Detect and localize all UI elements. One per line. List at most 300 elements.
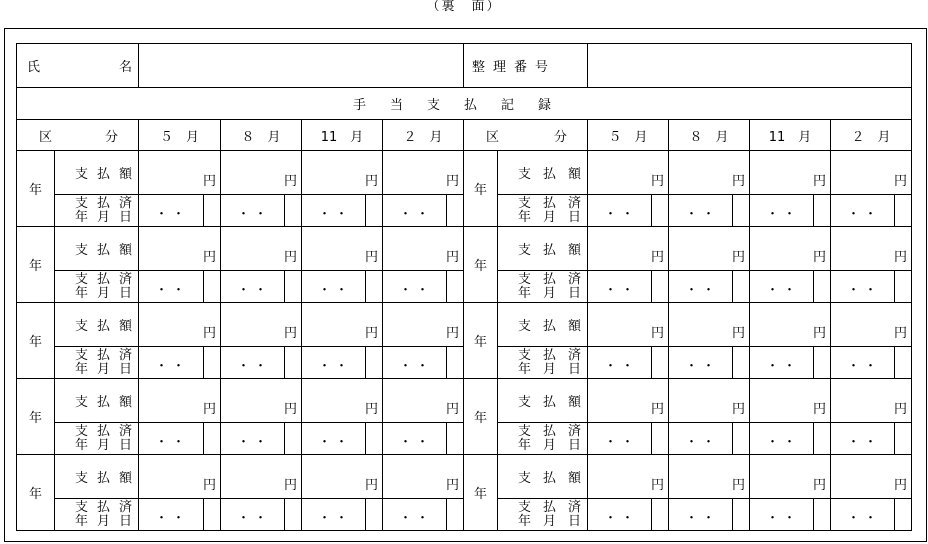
date-divider — [446, 347, 447, 378]
amount-char: 支 — [75, 243, 89, 258]
yen-unit: 円 — [813, 250, 827, 265]
amount-cell[interactable] — [139, 379, 221, 423]
amount-cell[interactable] — [383, 151, 464, 195]
paid-date-cell[interactable] — [750, 347, 831, 379]
date-char: 月 — [96, 285, 110, 301]
paid-date-cell[interactable] — [831, 423, 912, 455]
amount-char: 払 — [96, 319, 110, 334]
yen-unit: 円 — [894, 478, 908, 493]
paid-date-label — [498, 423, 588, 455]
date-char: 年 — [518, 437, 532, 453]
paid-date-label — [55, 423, 139, 455]
date-dots: ・・ — [155, 283, 190, 298]
left-year-cell[interactable] — [17, 227, 55, 303]
amount-char: 払 — [96, 471, 110, 486]
date-divider — [732, 423, 733, 454]
paid-char: 払 — [96, 499, 110, 515]
amount-char: 払 — [96, 167, 110, 182]
date-char: 月 — [543, 361, 557, 377]
amount-cell[interactable] — [302, 303, 383, 347]
amount-char: 額 — [118, 471, 132, 486]
amount-cell[interactable] — [750, 227, 831, 271]
number-label-text: 整理番号 — [472, 60, 557, 75]
kubun-char-2: 分 — [104, 129, 118, 145]
date-dots: ・・ — [604, 511, 639, 526]
amount-row — [17, 151, 912, 195]
yen-unit: 円 — [202, 402, 216, 417]
month-header-feb-right: ２ 月 — [831, 120, 912, 151]
yen-unit: 円 — [445, 478, 459, 493]
paid-char: 済 — [568, 195, 582, 211]
yen-unit: 円 — [813, 174, 827, 189]
paid-char: 支 — [75, 195, 89, 211]
date-dots: ・・ — [766, 511, 801, 526]
date-char: 日 — [118, 361, 132, 377]
paid-char: 済 — [118, 347, 132, 363]
paid-char: 済 — [118, 499, 132, 515]
year-label: 年 — [28, 411, 42, 426]
date-char: 年 — [518, 209, 532, 225]
date-dots: ・・ — [685, 359, 720, 374]
right-year-cell[interactable] — [464, 379, 498, 455]
yen-unit: 円 — [894, 174, 908, 189]
paid-date-cell[interactable] — [750, 499, 831, 531]
date-char: 月 — [96, 209, 110, 225]
date-char: 年 — [75, 513, 89, 529]
yen-unit: 円 — [651, 326, 665, 341]
left-year-cell[interactable] — [17, 455, 55, 531]
amount-char: 額 — [568, 471, 582, 486]
yen-unit: 円 — [283, 402, 297, 417]
paid-char: 済 — [568, 499, 582, 515]
paid-date-cell[interactable] — [139, 347, 221, 379]
date-char: 年 — [75, 437, 89, 453]
amount-cell[interactable] — [588, 151, 669, 195]
paid-date-cell[interactable] — [588, 347, 669, 379]
paid-date-cell[interactable] — [139, 499, 221, 531]
date-divider — [651, 499, 652, 530]
date-divider — [203, 499, 204, 530]
title-row — [17, 88, 912, 120]
date-divider — [894, 271, 895, 302]
amount-label — [55, 303, 139, 347]
date-divider — [365, 347, 366, 378]
amount-cell[interactable] — [831, 151, 912, 195]
paid-date-cell[interactable] — [831, 347, 912, 379]
amount-cell[interactable] — [750, 455, 831, 499]
amount-cell[interactable] — [669, 227, 750, 271]
paid-date-cell[interactable] — [750, 271, 831, 303]
amount-cell[interactable] — [221, 227, 302, 271]
date-divider — [446, 195, 447, 226]
date-char: 年 — [518, 361, 532, 377]
left-year-cell[interactable] — [17, 151, 55, 227]
year-label: 年 — [473, 183, 487, 198]
amount-row — [17, 379, 912, 423]
amount-cell[interactable] — [831, 227, 912, 271]
paid-date-label — [498, 347, 588, 379]
kubun-header-right — [464, 120, 588, 151]
date-dots: ・・ — [766, 207, 801, 222]
date-divider — [813, 271, 814, 302]
paid-date-cell[interactable] — [383, 195, 464, 227]
amount-cell[interactable] — [669, 379, 750, 423]
paid-date-cell[interactable] — [669, 271, 750, 303]
right-year-cell[interactable] — [464, 303, 498, 379]
page-heading: （裏 面） — [426, 0, 502, 14]
date-dots: ・・ — [237, 359, 272, 374]
column-header-row — [17, 120, 912, 151]
amount-cell[interactable] — [221, 379, 302, 423]
yen-unit: 円 — [813, 478, 827, 493]
month-header-nov-right: 11 月 — [750, 120, 831, 151]
paid-char: 済 — [568, 271, 582, 287]
date-dots: ・・ — [847, 511, 882, 526]
date-divider — [284, 423, 285, 454]
paid-date-cell[interactable] — [383, 423, 464, 455]
date-divider — [284, 271, 285, 302]
amount-cell[interactable] — [139, 455, 221, 499]
date-divider — [894, 347, 895, 378]
left-year-cell[interactable] — [17, 303, 55, 379]
amount-cell[interactable] — [588, 227, 669, 271]
date-char: 月 — [543, 209, 557, 225]
amount-cell[interactable] — [750, 379, 831, 423]
date-char: 月 — [96, 437, 110, 453]
paid-char: 済 — [568, 423, 582, 439]
amount-char: 額 — [118, 395, 132, 410]
date-dots: ・・ — [318, 435, 353, 450]
paid-date-cell[interactable] — [139, 195, 221, 227]
amount-char: 額 — [118, 319, 132, 334]
year-label: 年 — [28, 183, 42, 198]
amount-label — [498, 303, 588, 347]
amount-cell[interactable] — [383, 227, 464, 271]
paid-date-cell[interactable] — [669, 423, 750, 455]
date-dots: ・・ — [604, 359, 639, 374]
paid-char: 支 — [75, 423, 89, 439]
paid-date-label — [55, 271, 139, 303]
right-year-cell[interactable] — [464, 455, 498, 531]
amount-cell[interactable] — [669, 303, 750, 347]
paid-date-cell[interactable] — [302, 271, 383, 303]
amount-cell[interactable] — [302, 227, 383, 271]
date-divider — [365, 499, 366, 530]
amount-char: 支 — [518, 167, 532, 182]
amount-row — [17, 227, 912, 271]
date-char: 月 — [96, 513, 110, 529]
paid-char: 支 — [75, 499, 89, 515]
date-divider — [894, 195, 895, 226]
date-char: 日 — [118, 209, 132, 225]
date-divider — [365, 271, 366, 302]
paid-date-cell[interactable] — [831, 195, 912, 227]
kubun-char-2: 分 — [554, 129, 568, 145]
yen-unit: 円 — [364, 402, 378, 417]
date-dots: ・・ — [604, 207, 639, 222]
date-dots: ・・ — [318, 207, 353, 222]
date-dots: ・・ — [155, 207, 190, 222]
year-label: 年 — [473, 335, 487, 350]
paid-char: 払 — [543, 423, 557, 439]
year-label: 年 — [28, 335, 42, 350]
paid-char: 済 — [118, 195, 132, 211]
left-year-cell[interactable] — [17, 379, 55, 455]
yen-unit: 円 — [894, 402, 908, 417]
paid-date-label — [55, 347, 139, 379]
date-char: 日 — [568, 361, 582, 377]
amount-cell[interactable] — [588, 379, 669, 423]
amount-cell[interactable] — [221, 455, 302, 499]
amount-char: 払 — [96, 243, 110, 258]
amount-cell[interactable] — [383, 455, 464, 499]
amount-cell[interactable] — [302, 151, 383, 195]
date-dots: ・・ — [155, 435, 190, 450]
amount-cell[interactable] — [302, 455, 383, 499]
date-char: 日 — [118, 513, 132, 529]
paid-date-cell[interactable] — [750, 423, 831, 455]
paid-date-cell[interactable] — [588, 271, 669, 303]
date-divider — [651, 271, 652, 302]
amount-cell[interactable] — [669, 455, 750, 499]
paid-date-cell[interactable] — [302, 347, 383, 379]
amount-label — [498, 151, 588, 195]
date-char: 日 — [568, 285, 582, 301]
right-year-cell[interactable] — [464, 227, 498, 303]
amount-cell[interactable] — [831, 455, 912, 499]
date-dots: ・・ — [685, 435, 720, 450]
yen-unit: 円 — [445, 174, 459, 189]
date-dots: ・・ — [766, 359, 801, 374]
month-header-aug-left: ８ 月 — [221, 120, 302, 151]
name-field[interactable] — [139, 44, 464, 88]
amount-label — [498, 227, 588, 271]
date-dots: ・・ — [399, 511, 434, 526]
yen-unit: 円 — [364, 478, 378, 493]
yen-unit: 円 — [445, 402, 459, 417]
amount-cell[interactable] — [588, 303, 669, 347]
yen-unit: 円 — [813, 402, 827, 417]
amount-char: 額 — [568, 167, 582, 182]
paid-date-cell[interactable] — [383, 347, 464, 379]
amount-char: 払 — [543, 471, 557, 486]
amount-cell[interactable] — [831, 379, 912, 423]
date-char: 年 — [75, 361, 89, 377]
paid-date-cell[interactable] — [221, 195, 302, 227]
amount-cell[interactable] — [588, 455, 669, 499]
amount-cell[interactable] — [139, 303, 221, 347]
year-label: 年 — [473, 411, 487, 426]
right-year-cell[interactable] — [464, 151, 498, 227]
yen-unit: 円 — [364, 174, 378, 189]
amount-cell[interactable] — [221, 303, 302, 347]
payment-record-table — [16, 43, 912, 531]
date-divider — [894, 423, 895, 454]
amount-cell[interactable] — [302, 379, 383, 423]
amount-char: 支 — [518, 243, 532, 258]
date-dots: ・・ — [766, 283, 801, 298]
paid-date-cell[interactable] — [750, 195, 831, 227]
yen-unit: 円 — [813, 326, 827, 341]
yen-unit: 円 — [283, 326, 297, 341]
amount-char: 払 — [96, 395, 110, 410]
year-label: 年 — [473, 259, 487, 274]
paid-char: 払 — [543, 347, 557, 363]
date-divider — [203, 347, 204, 378]
month-header-may-right: ５ 月 — [588, 120, 669, 151]
yen-unit: 円 — [651, 174, 665, 189]
date-divider — [203, 195, 204, 226]
paid-date-cell[interactable] — [221, 423, 302, 455]
name-label — [17, 44, 139, 88]
date-char: 日 — [118, 285, 132, 301]
yen-unit: 円 — [732, 250, 746, 265]
date-dots: ・・ — [847, 283, 882, 298]
paid-char: 済 — [118, 271, 132, 287]
paid-date-cell[interactable] — [221, 499, 302, 531]
amount-char: 額 — [118, 243, 132, 258]
date-dots: ・・ — [237, 207, 272, 222]
date-dots: ・・ — [155, 511, 190, 526]
date-dots: ・・ — [399, 359, 434, 374]
paid-date-cell[interactable] — [669, 195, 750, 227]
amount-char: 額 — [568, 243, 582, 258]
date-dots: ・・ — [847, 207, 882, 222]
date-divider — [813, 195, 814, 226]
date-char: 日 — [118, 437, 132, 453]
yen-unit: 円 — [445, 326, 459, 341]
paid-date-cell[interactable] — [302, 195, 383, 227]
amount-cell[interactable] — [831, 303, 912, 347]
date-divider — [203, 271, 204, 302]
paid-date-cell[interactable] — [383, 499, 464, 531]
amount-char: 支 — [75, 167, 89, 182]
yen-unit: 円 — [202, 478, 216, 493]
date-dots: ・・ — [318, 511, 353, 526]
header-row — [17, 44, 912, 88]
date-dots: ・・ — [604, 435, 639, 450]
paid-date-cell[interactable] — [302, 423, 383, 455]
paid-date-cell[interactable] — [588, 195, 669, 227]
yen-unit: 円 — [283, 174, 297, 189]
amount-char: 払 — [543, 395, 557, 410]
paid-date-label — [498, 271, 588, 303]
paid-char: 支 — [518, 423, 532, 439]
paid-date-cell[interactable] — [221, 347, 302, 379]
yen-unit: 円 — [732, 174, 746, 189]
amount-cell[interactable] — [750, 151, 831, 195]
paid-char: 払 — [96, 423, 110, 439]
date-divider — [651, 423, 652, 454]
amount-cell[interactable] — [221, 151, 302, 195]
paid-char: 払 — [96, 195, 110, 211]
paid-char: 済 — [118, 423, 132, 439]
paid-date-cell[interactable] — [383, 271, 464, 303]
date-char: 日 — [568, 209, 582, 225]
amount-cell[interactable] — [139, 151, 221, 195]
paid-date-cell[interactable] — [588, 499, 669, 531]
paid-date-cell[interactable] — [669, 347, 750, 379]
paid-date-cell[interactable] — [669, 499, 750, 531]
paid-date-cell[interactable] — [139, 423, 221, 455]
number-field[interactable] — [588, 44, 912, 88]
amount-char: 支 — [518, 395, 532, 410]
date-char: 年 — [75, 285, 89, 301]
yen-unit: 円 — [445, 250, 459, 265]
paid-date-cell[interactable] — [221, 271, 302, 303]
date-dots: ・・ — [237, 435, 272, 450]
date-divider — [284, 347, 285, 378]
amount-cell[interactable] — [383, 303, 464, 347]
date-char: 日 — [568, 437, 582, 453]
yen-unit: 円 — [732, 402, 746, 417]
date-dots: ・・ — [237, 283, 272, 298]
amount-char: 払 — [543, 243, 557, 258]
date-divider — [732, 347, 733, 378]
paid-char: 払 — [96, 271, 110, 287]
amount-label — [498, 379, 588, 423]
amount-cell[interactable] — [750, 303, 831, 347]
amount-row — [17, 303, 912, 347]
amount-char: 額 — [118, 167, 132, 182]
yen-unit: 円 — [732, 326, 746, 341]
date-divider — [732, 499, 733, 530]
paid-date-label — [498, 195, 588, 227]
paid-char: 払 — [543, 271, 557, 287]
paid-date-cell[interactable] — [139, 271, 221, 303]
date-char: 月 — [543, 437, 557, 453]
paid-date-cell[interactable] — [831, 271, 912, 303]
paid-date-cell[interactable] — [302, 499, 383, 531]
date-dots: ・・ — [685, 283, 720, 298]
paid-date-cell[interactable] — [831, 499, 912, 531]
date-divider — [813, 347, 814, 378]
date-dots: ・・ — [766, 435, 801, 450]
yen-unit: 円 — [651, 250, 665, 265]
yen-unit: 円 — [651, 402, 665, 417]
date-dots: ・・ — [237, 511, 272, 526]
amount-cell[interactable] — [139, 227, 221, 271]
kubun-char-1: 区 — [486, 129, 500, 145]
date-divider — [651, 195, 652, 226]
amount-label — [55, 455, 139, 499]
month-header-nov-left: 11 月 — [302, 120, 383, 151]
date-char: 月 — [543, 513, 557, 529]
year-label: 年 — [28, 487, 42, 502]
date-divider — [446, 423, 447, 454]
paid-date-label — [498, 499, 588, 531]
month-header-aug-right: ８ 月 — [669, 120, 750, 151]
date-dots: ・・ — [399, 283, 434, 298]
yen-unit: 円 — [202, 326, 216, 341]
paid-date-label — [55, 499, 139, 531]
paid-char: 支 — [518, 195, 532, 211]
amount-char: 支 — [75, 319, 89, 334]
paid-date-cell[interactable] — [588, 423, 669, 455]
amount-cell[interactable] — [669, 151, 750, 195]
amount-label — [498, 455, 588, 499]
yen-unit: 円 — [364, 326, 378, 341]
yen-unit: 円 — [202, 174, 216, 189]
amount-cell[interactable] — [383, 379, 464, 423]
yen-unit: 円 — [283, 478, 297, 493]
date-divider — [894, 499, 895, 530]
date-char: 年 — [518, 513, 532, 529]
yen-unit: 円 — [894, 326, 908, 341]
amount-char: 額 — [568, 395, 582, 410]
paid-char: 支 — [518, 347, 532, 363]
kubun-header-left — [17, 120, 139, 151]
